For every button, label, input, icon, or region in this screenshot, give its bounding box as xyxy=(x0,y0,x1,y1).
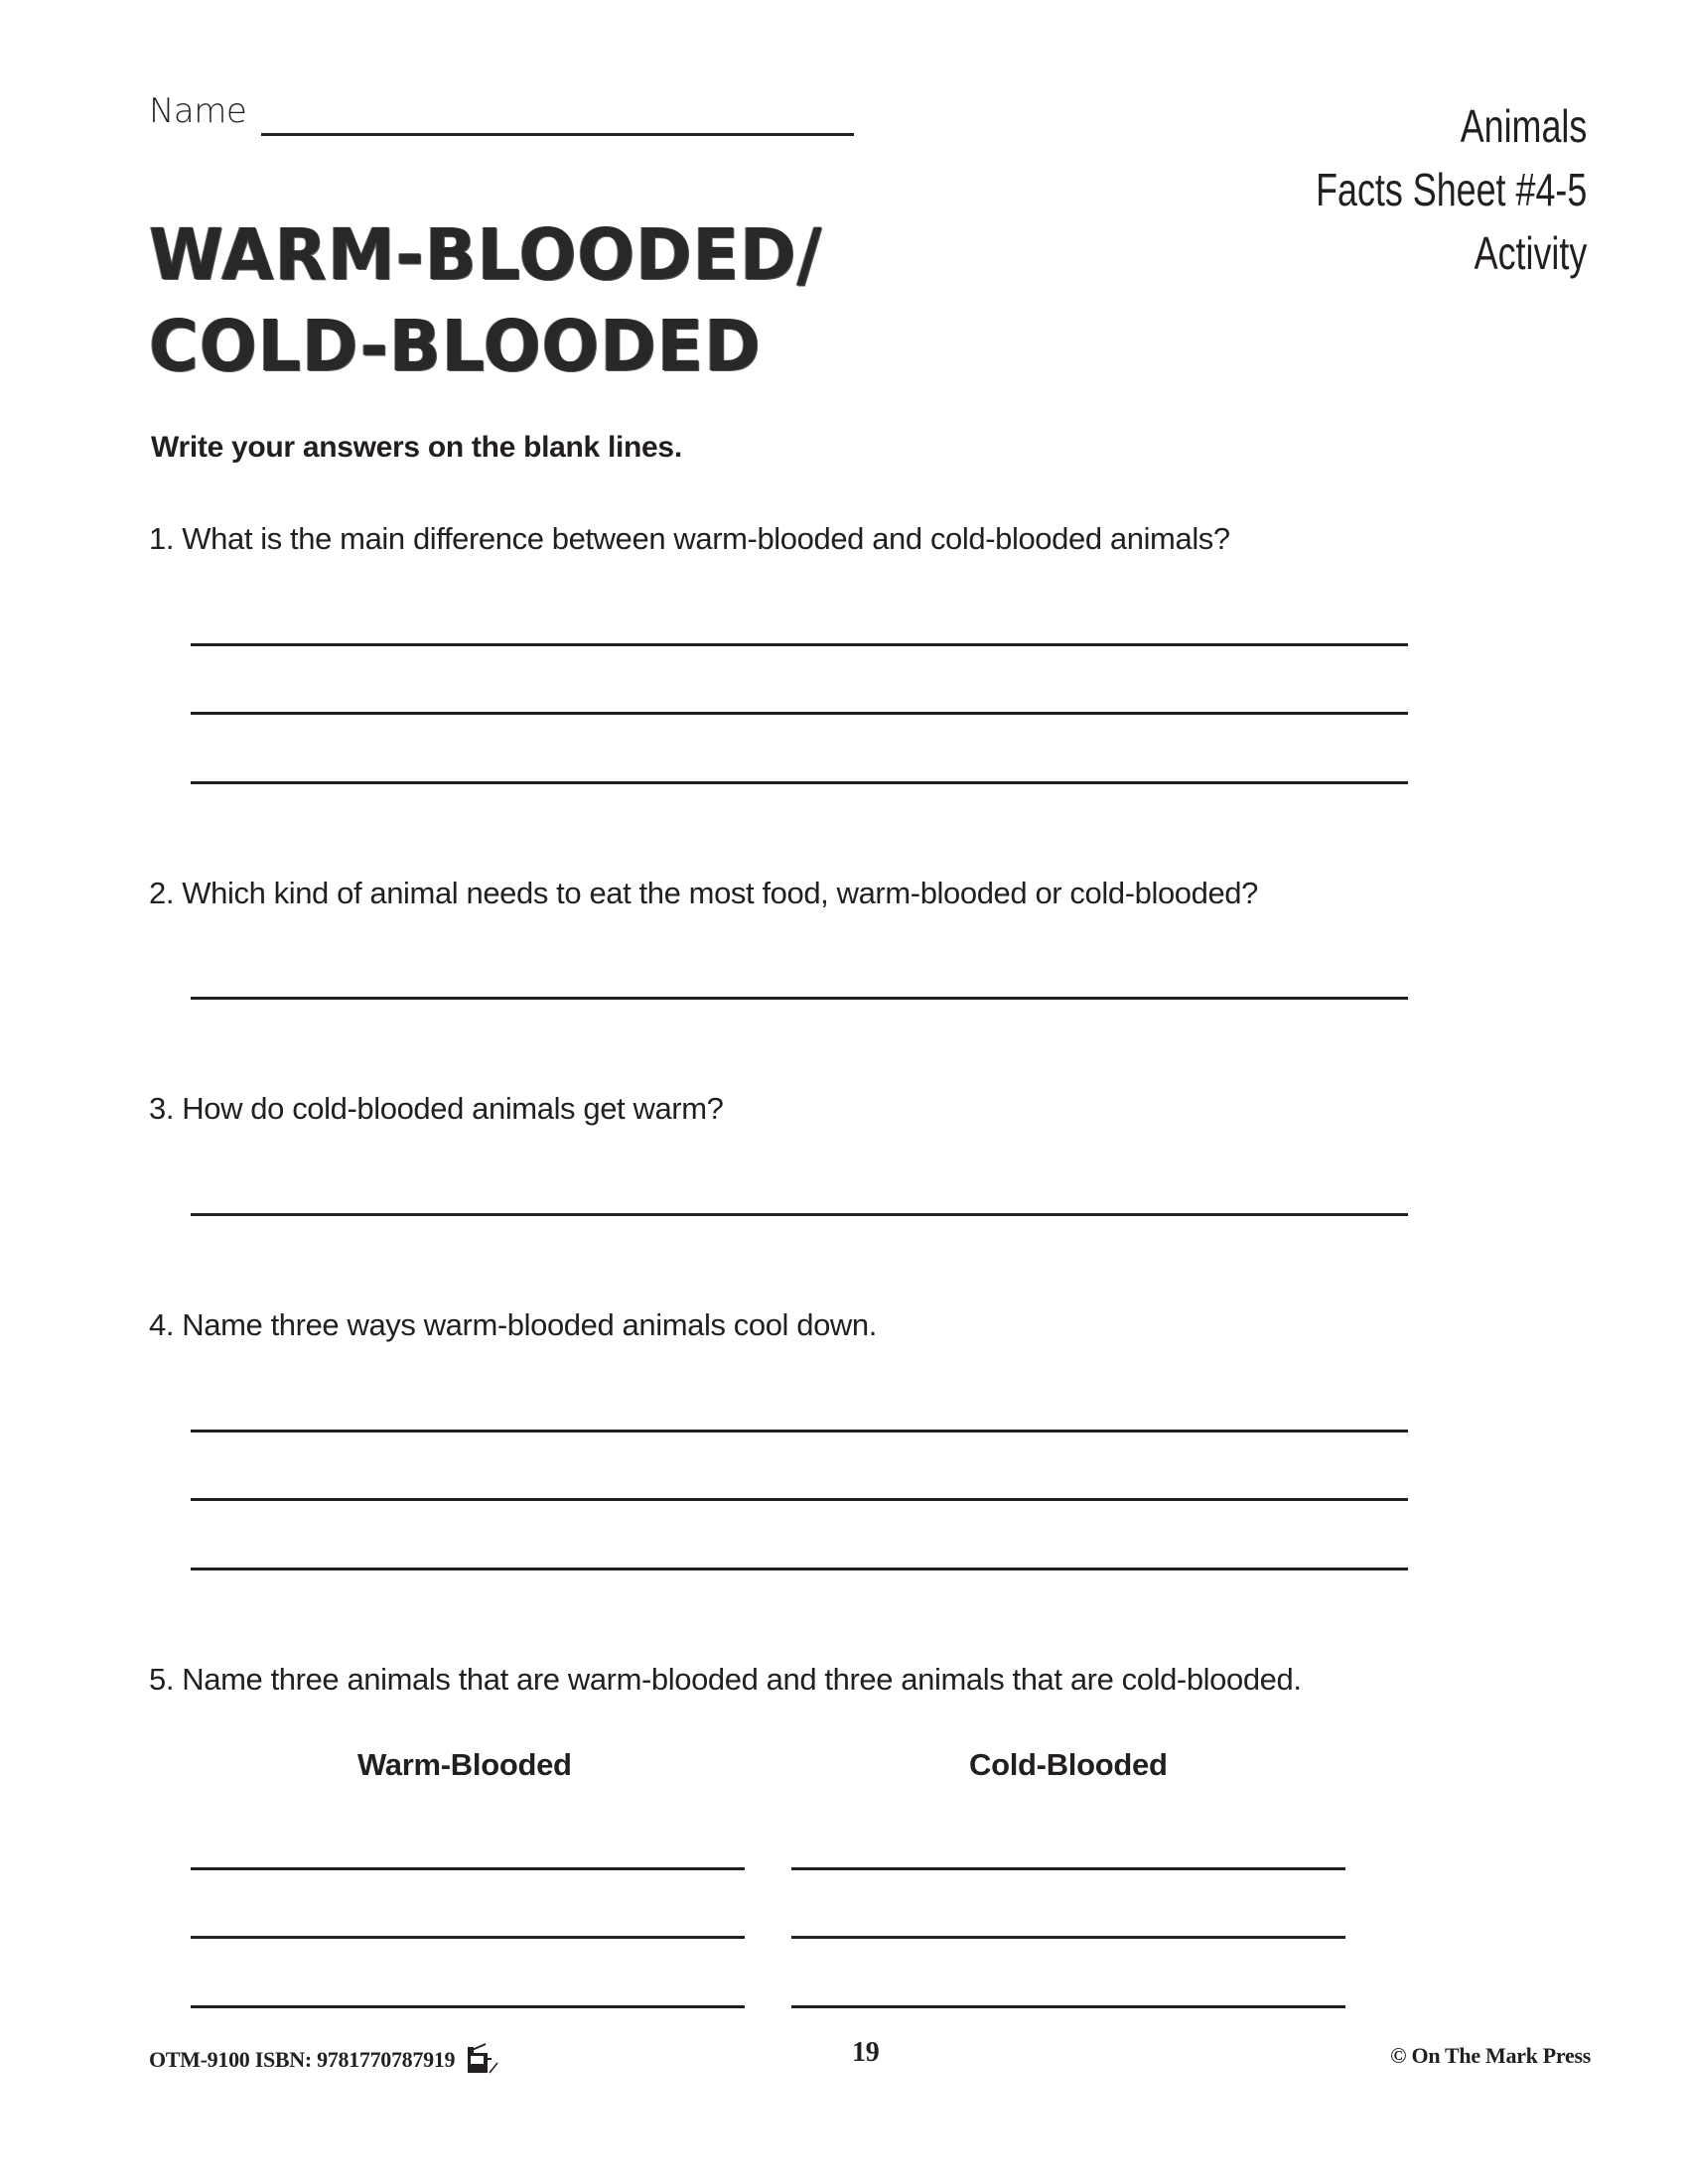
cold-answer-line-3[interactable] xyxy=(791,2005,1345,2008)
isbn: ISBN: 9781770787919 xyxy=(254,2047,456,2073)
name-label: Name xyxy=(149,91,247,131)
question-text: What is the main difference between warm-blooded and cold-blooded animals? xyxy=(182,521,1230,556)
page-title-line2: COLD-BLOODED xyxy=(149,306,762,388)
instructions: Write your answers on the blank lines. xyxy=(151,431,682,464)
page-number: 19 xyxy=(852,2037,880,2068)
question-number: 5. xyxy=(149,1662,175,1697)
answer-line-4a[interactable] xyxy=(191,1430,1408,1433)
question-3 xyxy=(149,1091,724,1127)
answer-line-1b[interactable] xyxy=(191,712,1408,715)
warm-blooded-header: Warm-Blooded xyxy=(357,1747,572,1782)
question-number: 3. xyxy=(149,1091,175,1126)
question-2 xyxy=(149,876,1258,911)
answer-line-4c[interactable] xyxy=(191,1568,1408,1570)
question-number: 2. xyxy=(149,876,175,910)
question-text: Which kind of animal needs to eat the most food, warm-blooded or cold-blooded? xyxy=(182,876,1258,910)
sheet-type-label: Activity xyxy=(1474,227,1587,279)
facts-sheet-label: Facts Sheet #4-5 xyxy=(1315,164,1587,215)
warm-answer-line-3[interactable] xyxy=(191,2005,745,2008)
answer-line-4b[interactable] xyxy=(191,1498,1408,1501)
cold-blooded-header: Cold-Blooded xyxy=(969,1747,1168,1782)
page-title-line1: WARM-BLOODED/ xyxy=(149,214,823,297)
answer-line-1c[interactable] xyxy=(191,781,1408,784)
cold-answer-line-2[interactable] xyxy=(791,1936,1345,1939)
question-number: 4. xyxy=(149,1307,175,1342)
question-5 xyxy=(149,1662,1302,1698)
warm-answer-line-1[interactable] xyxy=(191,1867,745,1870)
subject-label: Animals xyxy=(1460,100,1587,152)
cold-answer-line-1[interactable] xyxy=(791,1867,1345,1870)
name-answer-line[interactable] xyxy=(261,133,854,136)
answer-line-1a[interactable] xyxy=(191,643,1408,646)
photocopier-icon xyxy=(466,2043,511,2081)
question-1 xyxy=(149,521,1230,557)
question-4 xyxy=(149,1307,877,1343)
footer-left xyxy=(149,2043,511,2081)
answer-line-3[interactable] xyxy=(191,1213,1408,1216)
question-number: 1. xyxy=(149,521,175,556)
sheet-info xyxy=(1316,94,1587,285)
question-text: How do cold-blooded animals get warm? xyxy=(182,1091,724,1126)
copyright: © On The Mark Press xyxy=(1390,2043,1591,2068)
warm-answer-line-2[interactable] xyxy=(191,1936,745,1939)
product-code: OTM-9100 xyxy=(149,2047,250,2073)
question-text: Name three animals that are warm-blooded and three animals that are cold-blooded. xyxy=(182,1662,1302,1697)
answer-line-2[interactable] xyxy=(191,997,1408,1000)
question-text: Name three ways warm-blooded animals cool down. xyxy=(182,1307,877,1342)
